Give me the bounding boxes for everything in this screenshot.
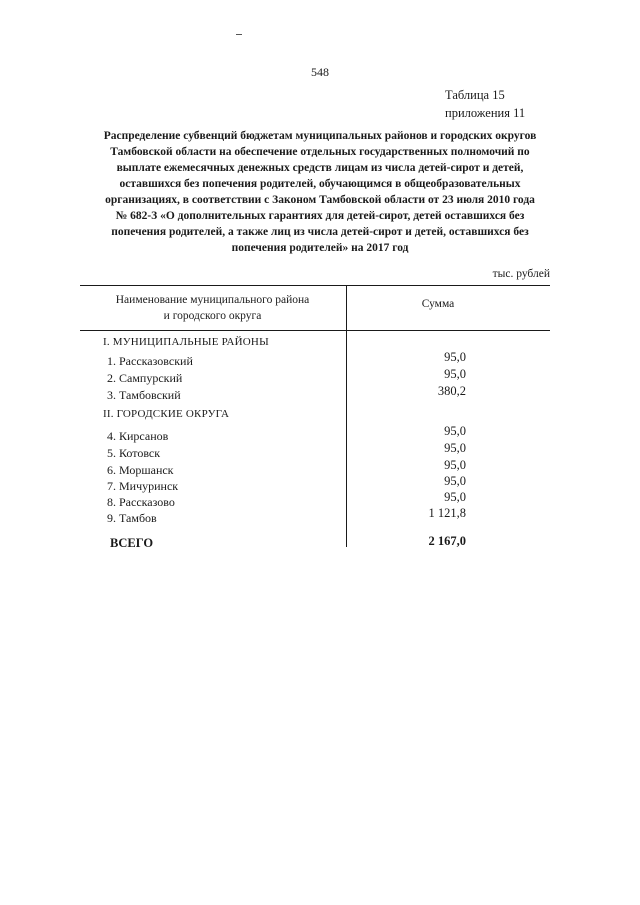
section-city-districts: II. ГОРОДСКИЕ ОКРУГА [103, 408, 230, 420]
units-label: тыс. рублей [492, 268, 550, 280]
table-row-value: 95,0 [444, 367, 466, 381]
table-row-name: 5. Котовск [107, 446, 161, 460]
table-row-value: 95,0 [444, 458, 466, 472]
section-municipal-districts: I. МУНИЦИПАЛЬНЫЕ РАЙОНЫ [103, 336, 269, 348]
title-line: попечения родителей, а также лиц из числа детей-сирот и детей, оставшихся без [111, 226, 529, 238]
table-row-value: 380,2 [437, 384, 466, 398]
header-name-line1: Наименование муниципального района [115, 294, 310, 306]
scan-mark [236, 34, 242, 35]
table-column-divider [346, 285, 347, 547]
table-row-value: 95,0 [444, 474, 466, 488]
table-label-line2: приложения 11 [445, 106, 526, 120]
title-line: Тамбовской области на обеспечение отдельных государственных полномочий по [110, 146, 530, 158]
title-line: попечения родителей» на 2017 год [231, 242, 409, 254]
page-number: 548 [311, 65, 329, 79]
title-line: № 682-З «О дополнительных гарантиях для детей-сирот, детей оставшихся без [115, 210, 525, 222]
table-header-rule [80, 330, 550, 331]
table-label [445, 86, 525, 122]
table-row-value: 1 121,8 [428, 506, 466, 520]
table-top-rule [80, 285, 550, 286]
document-title [80, 128, 560, 256]
table-label-line1: Таблица 15 [445, 88, 505, 102]
total-value: 2 167,0 [428, 534, 466, 548]
title-line: выплате ежемесячных денежных средств лицам из числа детей-сирот и детей, [116, 162, 524, 174]
title-line: Распределение субвенций бюджетам муниципальных районов и городских округов [103, 130, 537, 142]
table-row-value: 95,0 [444, 424, 466, 438]
table-row-name: 4. Кирсанов [107, 429, 169, 443]
header-sum-column: Сумма [421, 298, 455, 310]
table-row-value: 95,0 [444, 441, 466, 455]
table-row-name: 6. Моршанск [107, 463, 174, 477]
total-label: ВСЕГО [110, 536, 154, 550]
table-row-name: 3. Тамбовский [107, 388, 181, 402]
title-line: оставшихся без попечения родителей, обучающимся в общеобразовательных [119, 178, 521, 190]
header-name-line2: и городского округа [163, 310, 262, 322]
table-row-name: 2. Сампурский [107, 371, 183, 385]
table-row-value: 95,0 [444, 490, 466, 504]
header-name-column [80, 292, 345, 324]
table-row-name: 9. Тамбов [107, 511, 157, 525]
table-row-name: 1. Рассказовский [107, 354, 193, 368]
table-row-value: 95,0 [444, 350, 466, 364]
table-row-name: 7. Мичуринск [107, 479, 179, 493]
table-row-name: 8. Рассказово [107, 495, 175, 509]
title-line: организациях, в соответствии с Законом Тамбовской области от 23 июля 2010 года [105, 194, 535, 206]
